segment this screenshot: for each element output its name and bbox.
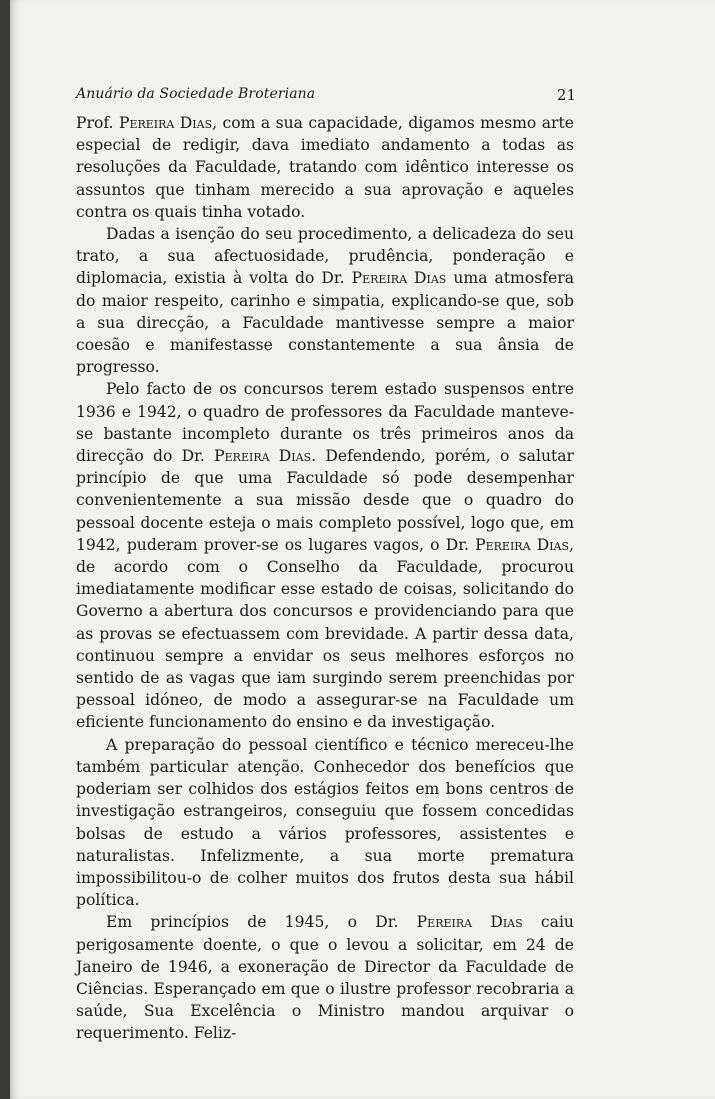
page-header xyxy=(76,86,576,108)
text-run: caiu perigosamente doente, o que o levou a solicitar, em 24 de Janeiro de 1946, a exoneração de Director da Faculdade de Ciências. Esperançado em que o ilustre professor recobraria a saúde, Sua Excelência o Ministro mandou arquivar o requerimento. Feliz- xyxy=(76,913,574,1043)
paragraph-5 xyxy=(76,911,574,1044)
page-number: 21 xyxy=(556,86,576,104)
text-run: uma atmosfera do maior respeito, carinho e simpatia, explicando-se que, sob a sua direcção, a Faculdade mantivesse sempre a maior coesão e manifestasse constantemente a sua ânsia de progresso. xyxy=(76,269,574,377)
person-name: Pereira Dias xyxy=(118,114,213,132)
text-run: Dadas a isenção do seu procedimento, a delicadeza do seu trato, a sua afectuosidade, prudência, ponderação e diplomacia, existia à volta do Dr. xyxy=(76,225,574,288)
text-run: Prof. xyxy=(76,114,119,132)
paragraph-1 xyxy=(76,112,574,223)
person-name: Pereira Dias xyxy=(416,913,523,932)
text-run: . Defendendo, porém, o salutar princípio de que uma Faculdade só pode desempenhar convenientemente a sua missão desde que o quadro do pessoal docente esteja o mais completo possível, logo que, em 1942, puderam prover-se os lugares vagos, o Dr. xyxy=(76,447,574,554)
person-name: Pereira Dias xyxy=(475,535,570,554)
person-name: Pereira Dias xyxy=(214,447,312,466)
text-run: , com a sua capacidade, digamos mesmo arte especial de redigir, dava imediato andamento a todas as resoluções da Faculdade, tratando com idêntico interesse os assuntos que tinham merecido a sua aprovação e aqueles contra os quais tinha votado. xyxy=(76,114,574,221)
text-run: , de acordo com o Conselho da Faculdade, procurou imediatamente modificar esse estado de coisas, solicitando do Governo a abertura dos concursos e providenciando para que as provas se efectuassem com brevidade. A partir dessa data, continuou sempre a envidar os seus melhores esforços no sentido de as vagas que iam surgindo serem preenchidas por pessoal idóneo, de modo a assegurar-se na Faculdade um eficiente funcionamento do ensino e da investigação. xyxy=(76,535,574,732)
text-run: Pelo facto de os concursos terem estado suspensos entre 1936 e 1942, o quadro de professores da Faculdade manteve-se bastante incompleto durante os três primeiros anos da direcção do Dr. xyxy=(76,380,574,466)
book-spine-shadow xyxy=(0,0,10,1099)
text-run: Em princípios de 1945, o Dr. xyxy=(106,913,417,932)
text-run: A preparação do pessoal científico e técnico mereceu-lhe também particular atenção. Conhecedor dos benefícios que poderiam ser colhidos dos estágios feitos em bons centros de investigação estrangeiros, conseguiu que fossem concedidas bolsas de estudo a vários professores, assistentes e naturalistas. Infelizmente, a sua morte prematura impossibilitou-o de colher muitos dos frutos desta sua hábil política. xyxy=(76,735,574,910)
body-text xyxy=(76,112,574,1045)
running-title: Anuário da Sociedade Broteriana xyxy=(76,86,316,102)
paragraph-2 xyxy=(76,223,574,378)
paragraph-3 xyxy=(76,378,574,733)
paragraph-4 xyxy=(76,734,574,912)
person-name: Pereira Dias xyxy=(351,269,447,288)
